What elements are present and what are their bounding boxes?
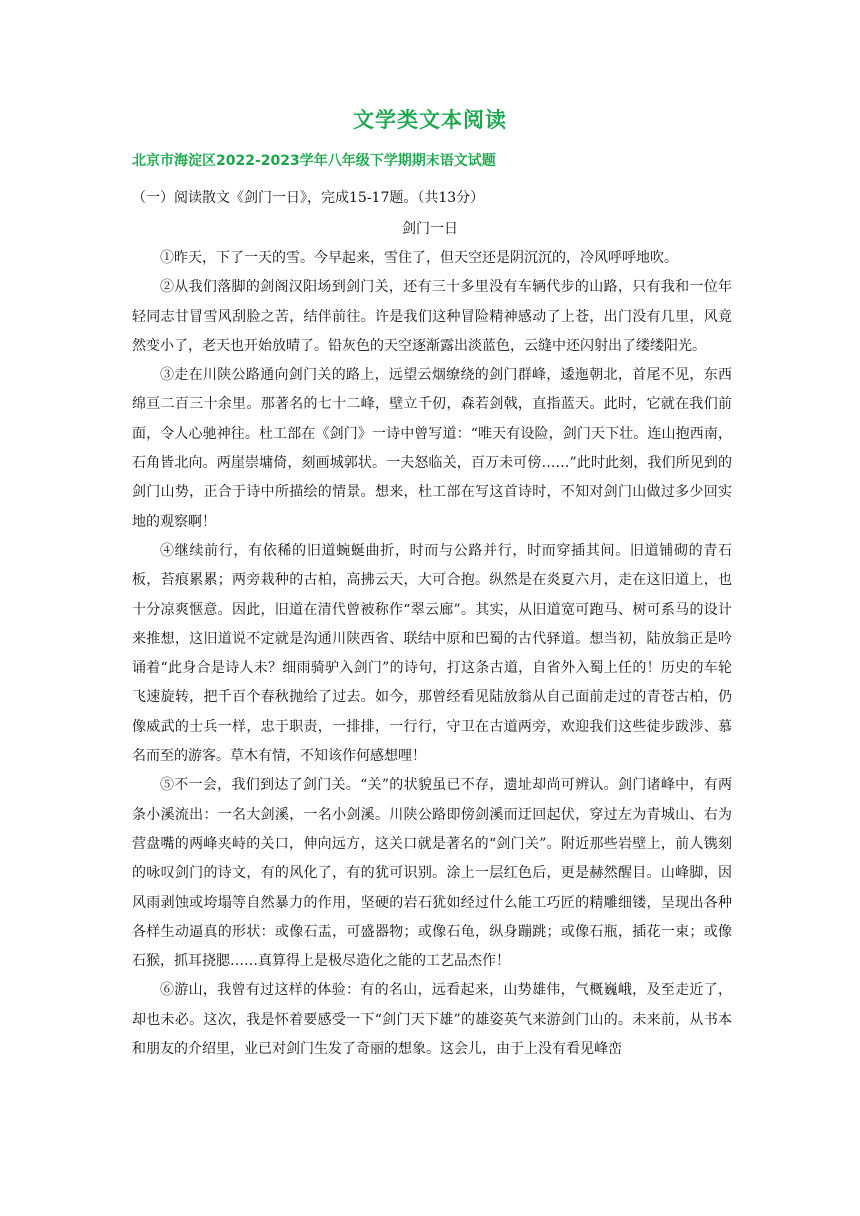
document-title: 文学类文本阅读 xyxy=(353,108,507,132)
paragraph-1: ①昨天，下了一天的雪。今早起来，雪住了，但天空还是阴沉沉的，冷风呼呼地吹。 xyxy=(160,250,678,266)
paragraph-2: ②从我们落脚的剑阁汉阳场到剑门关，还有三十多里没有车辆代步的山路，只有我和一位年轻同志甘冒雪风刮脸之苦，结伴前往。许是我们这种冒险精神感动了上苍，出门没有几里，风竟然变小了，老天也开始放晴了。铅灰色的天空逐渐露出淡蓝色，云缝中还闪射出了缕缕阳光。 xyxy=(132,279,732,354)
paragraph-5: ⑤不一会，我们到达了剑门关。“关”的状貌虽已不存，遗址却尚可辨认。剑门诸峰中，有两条小溪流出：一名大剑溪，一名小剑溪。川陕公路即傍剑溪而迂回起伏，穿过左为青城山、右为营盘嘴的两峰夹峙的关口，伸向远方，这关口就是著名的“剑门关”。附近那些岩壁上，前人镌刻的咏叹剑门的诗文，有的风化了，有的犹可识别。涂上一层红色后，更是赫然醒目。山峰脚，因风雨剥蚀或垮塌等自然暴力的作用，坚硬的岩石犹如经过什么能工巧匠的精雕细镂，呈现出各种各样生动逼真的形状：或像石盂，可盛器物；或像石龟，纵身蹦跳；或像石瓶，插花一束；或像石猴，抓耳挠腮……真算得上是极尽造化之能的工艺品杰作！ xyxy=(132,777,732,970)
exam-source-subtitle: 北京市海淀区2022-2023学年八年级下学期期末语文试题 xyxy=(132,153,496,169)
paragraph-6: ⑥游山，我曾有过这样的体验：有的名山，远看起来，山势雄伟，气概巍峨，及至走近了，却也未必。这次，我是怀着要感受一下“剑门天下雄”的雄姿英气来游剑门山的。未来前，从书本和朋友的介绍里，业已对剑门生发了奇丽的想象。这会儿，由于上没有看见峰峦 xyxy=(132,982,732,1058)
question-instruction: （一）阅读散文《剑门一日》，完成15-17题。（共13分） xyxy=(132,190,485,206)
paragraph-3: ③走在川陕公路通向剑门关的路上，远望云烟缭绕的剑门群峰，逶迤朝北，首尾不见，东西绵亘二百三十余里。那著名的七十二峰，壁立千仞，森若剑戟，直指蓝天。此时，它就在我们前面，令人心驰神往。杜工部在《剑门》一诗中曾写道：“唯天有设险，剑门天下壮。连山抱西南，石角皆北向。两崖崇墉倚，刻画城郭状。一夫怒临关，百万未可傍……”此时此刻，我们所见到的剑门山势，正合于诗中所描绘的情景。想来，杜工部在写这首诗时，不知对剑门山做过多少回实地的观察啊！ xyxy=(132,367,732,530)
article-title: 剑门一日 xyxy=(402,221,458,237)
article-body xyxy=(132,244,732,1064)
paragraph-4: ④继续前行，有依稀的旧道蜿蜒曲折，时而与公路并行，时而穿插其间。旧道铺砌的青石板，苔痕累累；两旁栽种的古柏，高拂云天，大可合抱。纵然是在炎夏六月，走在这旧道上，也十分凉爽惬意。因此，旧道在清代曾被称作“翠云廊”。其实，从旧道宽可跑马、树可系马的设计来推想，这旧道说不定就是沟通川陕西省、联结中原和巴蜀的古代驿道。想当初，陆放翁正是吟诵着“此身合是诗人未？细雨骑驴入剑门”的诗句，打这条古道，自省外入蜀上任的！历史的车轮飞速旋转，把千百个春秋抛给了过去。如今，那曾经看见陆放翁从自己面前走过的青苍古柏，仍像威武的士兵一样，忠于职责，一排排，一行行，守卫在古道两旁，欢迎我们这些徒步跋涉、慕名而至的游客。草木有情，不知该作何感想哩！ xyxy=(132,542,732,765)
